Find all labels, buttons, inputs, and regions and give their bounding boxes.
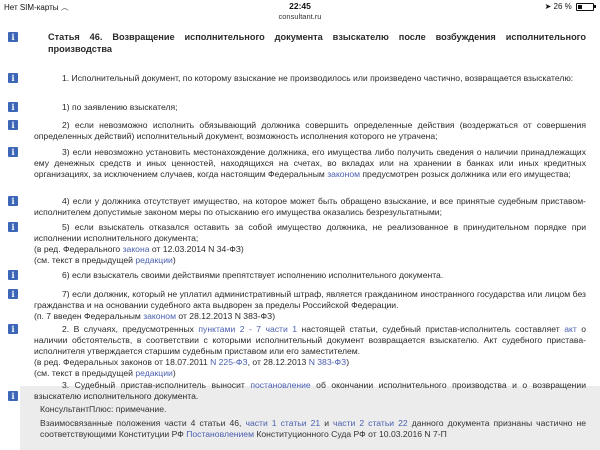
article-heading: Статья 46. Возвращение исполнительного документа взыскателю после возбуждения исполнительного производства xyxy=(48,32,586,54)
info-icon[interactable]: i xyxy=(8,196,18,206)
item-4: 4) если у должника отсутствует имущество, на которое может быть обращено взыскание, и все принятые судебным приставом-исполнителем допустимые законом меры по отысканию его имущества оказались безрезультатными; xyxy=(34,196,586,218)
item-7: 7) если должник, который не уплатил административный штраф, является гражданином иностранного государства или лицом без гражданства и на основании судебного акта выдворен за пределы Российской Федерации. xyxy=(34,289,586,311)
info-icon[interactable]: i xyxy=(8,289,18,299)
info-icon[interactable]: i xyxy=(8,102,18,112)
resolution-link[interactable]: Постановлением xyxy=(186,429,254,440)
note-title: КонсультантПлюс: примечание. xyxy=(40,404,167,414)
location-icon: ➤ xyxy=(544,2,552,11)
law-link[interactable]: N 225-ФЗ xyxy=(210,357,248,367)
item-6: 6) если взыскатель своими действиями препятствует исполнению исполнительного документа. xyxy=(62,270,444,280)
edition-link[interactable]: редакции xyxy=(135,368,173,378)
info-icon[interactable]: i xyxy=(8,120,18,130)
paragraph-2-edition: (в ред. Федеральных законов от 18.07.2011 N 225-ФЗ, от 28.12.2013 N 383-ФЗ) xyxy=(34,357,350,367)
item-3: 3) если невозможно установить местонахождение должника, его имущества либо получить сведения о наличии принадлежащих ему денежных средств и иных ценностей, находящихся на счетах, во вкладах или на хранении в банках или иных кредитных организациях, за исключением случаев, когда настоящим Федеральным законом предусмотрен розыск должника или его имущества; xyxy=(34,147,586,180)
law-link[interactable]: N 383-ФЗ xyxy=(308,357,347,367)
article-link[interactable]: части 1 статьи 21 xyxy=(245,418,321,428)
clock: 22:45 xyxy=(289,1,311,11)
parts-link[interactable]: пунктами 2 - 7 части 1 xyxy=(198,324,298,334)
item-5-edition: (в ред. Федерального закона от 12.03.2014 N 34-ФЗ) xyxy=(34,244,244,254)
info-icon[interactable]: i xyxy=(8,391,18,401)
item-5: 5) если взыскатель отказался оставить за собой имущество должника, не реализованное в принудительном порядке при исполнении исполнительного документа; xyxy=(34,222,586,244)
law-link[interactable]: закона xyxy=(122,244,150,254)
wifi-icon: ︵ xyxy=(60,3,69,12)
info-icon[interactable]: i xyxy=(8,32,18,42)
paragraph-3: 3. Судебный пристав-исполнитель выносит постановление об окончании исполнительного производства и о возвращении взыскателю исполнительного документа. xyxy=(34,380,586,402)
battery-indicator: ➤ 26 % xyxy=(545,2,594,11)
info-icon[interactable]: i xyxy=(8,147,18,157)
previous-edition-note: (см. текст в предыдущей редакции) xyxy=(34,255,176,265)
edition-link[interactable]: редакции xyxy=(135,255,173,265)
article-link[interactable]: части 2 статьи 22 xyxy=(333,418,408,428)
info-icon[interactable]: i xyxy=(8,222,18,232)
info-icon[interactable]: i xyxy=(8,324,18,334)
item-1: 1) по заявлению взыскателя; xyxy=(62,102,178,112)
paragraph-1: 1. Исполнительный документ, по которому взыскание не производилось или произведено частично, возвращается взыскателю: xyxy=(62,73,574,83)
carrier-label: Нет SIM-карты ︵ xyxy=(4,3,69,12)
battery-icon xyxy=(576,3,594,11)
item-7-edition: (п. 7 введен Федеральным законом от 28.12.2013 N 383-ФЗ) xyxy=(34,311,276,321)
address-bar[interactable]: consultant.ru xyxy=(278,12,322,21)
act-link[interactable]: акт xyxy=(564,324,577,334)
item-2: 2) если невозможно исполнить обязывающий должника совершить определенные действия (воздержаться от совершения определенных действий) исполнительный документ, возможность исполнения которого не утрачена; xyxy=(34,120,586,142)
law-link[interactable]: законом xyxy=(143,311,176,321)
previous-edition-note: (см. текст в предыдущей редакции) xyxy=(34,368,176,378)
note-text: Взаимосвязанные положения части 4 статьи 46, части 1 статьи 21 и части 2 статьи 22 данного документа признаны частично не соответствующими Конституции РФ Постановлением Конституционного Суда РФ от 10.03.2016 N 7-П xyxy=(40,418,587,440)
law-link[interactable]: законом xyxy=(327,169,361,180)
info-icon[interactable]: i xyxy=(8,270,18,280)
resolution-link[interactable]: постановление xyxy=(250,380,311,390)
info-icon[interactable]: i xyxy=(8,73,18,83)
paragraph-2: 2. В случаях, предусмотренных пунктами 2 - 7 части 1 настоящей статьи, судебный пристав-исполнитель составляет акт о наличии обстоятельств, в соответствии с которыми исполнительный документ возвращается взыскателю. Акт судебного пристава-исполнителя утверждается старшим судебным приставом или его заместителем. xyxy=(34,324,587,357)
